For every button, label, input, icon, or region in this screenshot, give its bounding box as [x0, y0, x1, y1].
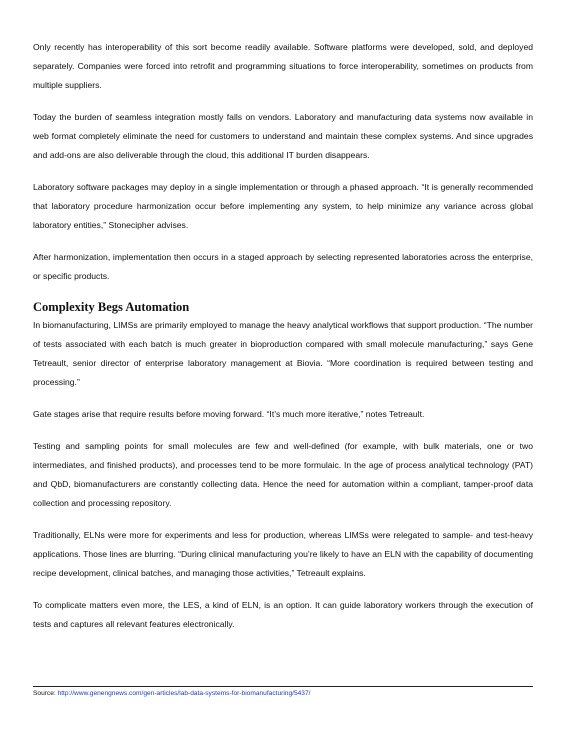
paragraph-testing-sampling: Testing and sampling points for small molecules are few and well-defined (for example, with bulk materials, one or two intermediates, and finished products), and processes tend to be more formulaic. In the age of process analytical technology (PAT) and QbD, biomanufacturers are constantly collecting data. Hence the need for automation within a compliant, tamper-proof data collection and processing repository. [33, 441, 533, 508]
paragraph-vendor-burden: Today the burden of seamless integration mostly falls on vendors. Laboratory and manufacturing data systems now available in web format completely eliminate the need for customers to understand and maintain these complex systems. And since upgrades and add-ons are also deliverable through the cloud, this additional IT burden disappears. [33, 112, 533, 160]
paragraph-deployment: Laboratory software packages may deploy in a single implementation or through a phased approach. “It is generally recommended that laboratory procedure harmonization occur before implementing any system, to help minimize any variance across global laboratory entities,” Stonecipher advises. [33, 182, 533, 230]
paragraph-biomanufacturing-lims: In biomanufacturing, LIMSs are primarily employed to manage the heavy analytical workflows that support production. “The number of tests associated with each batch is much greater in bioproduction compared with small molecule manufacturing,” says Gene Tetreault, senior director of enterprise laboratory management at Biovia. “More coordination is required between testing and processing.” [33, 320, 533, 387]
paragraph-eln-lims: Traditionally, ELNs were more for experiments and less for production, whereas LIMSs were relegated to sample- and test-heavy applications. Those lines are blurring. “During clinical manufacturing you’re likely to have an ELN with the capability of documenting recipe development, clinical batches, and managing those activities,” Tetreault explains. [33, 530, 533, 578]
paragraph-interoperability: Only recently has interoperability of this sort become readily available. Software platforms were developed, sold, and deployed separately. Companies were forced into retrofit and programming situations to force interoperability, sometimes on products from multiple suppliers. [33, 42, 533, 90]
source-link[interactable]: http://www.genengnews.com/gen-articles/lab-data-systems-for-biomanufacturing/5437/ [57, 690, 311, 697]
source-footer [33, 686, 533, 699]
paragraph-gate-stages: Gate stages arise that require results before moving forward. “It’s much more iterative,” notes Tetreault. [33, 409, 425, 419]
source-label: Source: [33, 690, 58, 697]
document-body [33, 38, 533, 647]
paragraph-les: To complicate matters even more, the LES, a kind of ELN, is an option. It can guide laboratory workers through the execution of tests and captures all relevant features electronically. [33, 600, 533, 629]
section-heading: Complexity Begs Automation [33, 300, 190, 314]
paragraph-harmonization: After harmonization, implementation then occurs in a staged approach by selecting represented laboratories across the enterprise, or specific products. [33, 252, 533, 281]
